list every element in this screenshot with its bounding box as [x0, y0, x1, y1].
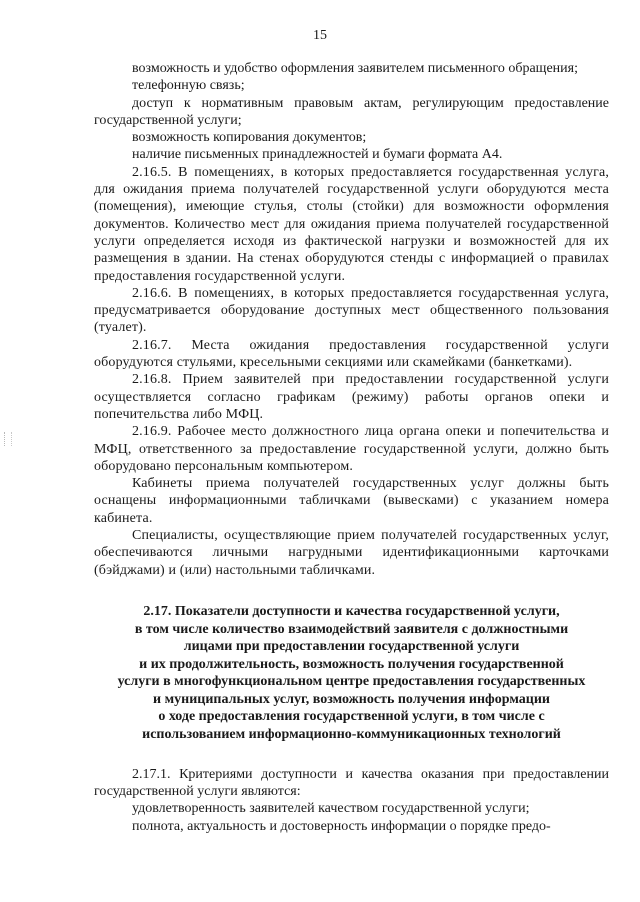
- paragraph: 2.16.7. Места ожидания предоставления государственной услуги оборудуются стульями, кресельными секциями или скамейками (банкетками).: [94, 337, 609, 371]
- paragraph: Кабинеты приема получателей государственных услуг должны быть оснащены информационными табличками (вывесками) с указанием номера кабинета.: [94, 476, 609, 526]
- paragraphs-after: [94, 766, 609, 835]
- paragraph: 2.17.1. Критериями доступности и качества оказания при предоставлении государственной услуги являются:: [94, 766, 609, 799]
- paragraph: 2.16.5. В помещениях, в которых предоставляется государственная услуга, для ожидания приема получателей государственной услуги оборудуются места (помещения), имеющие стулья, столы (стойки) для возможности оформления документов. Количество мест для ожидания приема получателей государственной услуги определяется исходя из фактической нагрузки и возможностей для их размещения в здании. На стенах оборудуются стенды с информацией о правилах предоставления государственной услуги.: [94, 164, 609, 284]
- paragraph: 2.16.8. Прием заявителей при предоставлении государственной услуги осуществляется согласно графикам (режиму) работы органов опеки и попечительства либо МФЦ.: [94, 372, 609, 422]
- heading-line: о ходе предоставления государственной услуги, в том числе с: [158, 709, 545, 725]
- paragraph: возможность и удобство оформления заявителем письменного обращения;: [132, 61, 578, 76]
- paragraphs-before: [94, 60, 609, 579]
- section-heading: [94, 603, 609, 744]
- heading-line: в том числе количество взаимодействий заявителя с должностными: [134, 621, 569, 637]
- paragraph: удовлетворенность заявителей качеством государственной услуги;: [132, 801, 530, 817]
- paragraph: возможность копирования документов;: [132, 130, 367, 146]
- scan-artifact-mark: [4, 432, 12, 446]
- paragraph: наличие письменных принадлежностей и бумаги формата А4.: [132, 147, 503, 163]
- heading-line: и их продолжительность, возможность получения государственной: [139, 656, 564, 672]
- heading-line: лицами при предоставлении государственной услуги: [183, 639, 520, 655]
- page-number: 15: [313, 28, 327, 43]
- paragraph: Специалисты, осуществляющие прием получателей государственных услуг, обеспечиваются личными нагрудными идентификационными карточками (бэйджами) и (или) настольными табличками.: [94, 528, 609, 578]
- paragraph: телефонную связь;: [132, 78, 245, 94]
- paragraph: полнота, актуальность и достоверность информации о порядке предо-: [132, 818, 551, 834]
- document-body: [94, 60, 609, 835]
- heading-line: использованием информационно-коммуникационных технологий: [142, 727, 561, 743]
- heading-line: услуги в многофункциональном центре предоставления государственных: [117, 674, 586, 690]
- paragraph: доступ к нормативным правовым актам, регулирующим предоставление государственной услуги;: [94, 95, 609, 128]
- paragraph: 2.16.6. В помещениях, в которых предоставляется государственная услуга, предусматривается оборудование доступных мест общественного пользования (туалет).: [94, 285, 609, 336]
- heading-line: 2.17. Показатели доступности и качества государственной услуги,: [143, 603, 560, 619]
- paragraph: 2.16.9. Рабочее место должностного лица органа опеки и попечительства и МФЦ, ответственного за предоставление государственной услуги, должно быть оборудовано персональным компьютером.: [94, 424, 609, 474]
- heading-line: и муниципальных услуг, возможность получения информации: [153, 691, 550, 707]
